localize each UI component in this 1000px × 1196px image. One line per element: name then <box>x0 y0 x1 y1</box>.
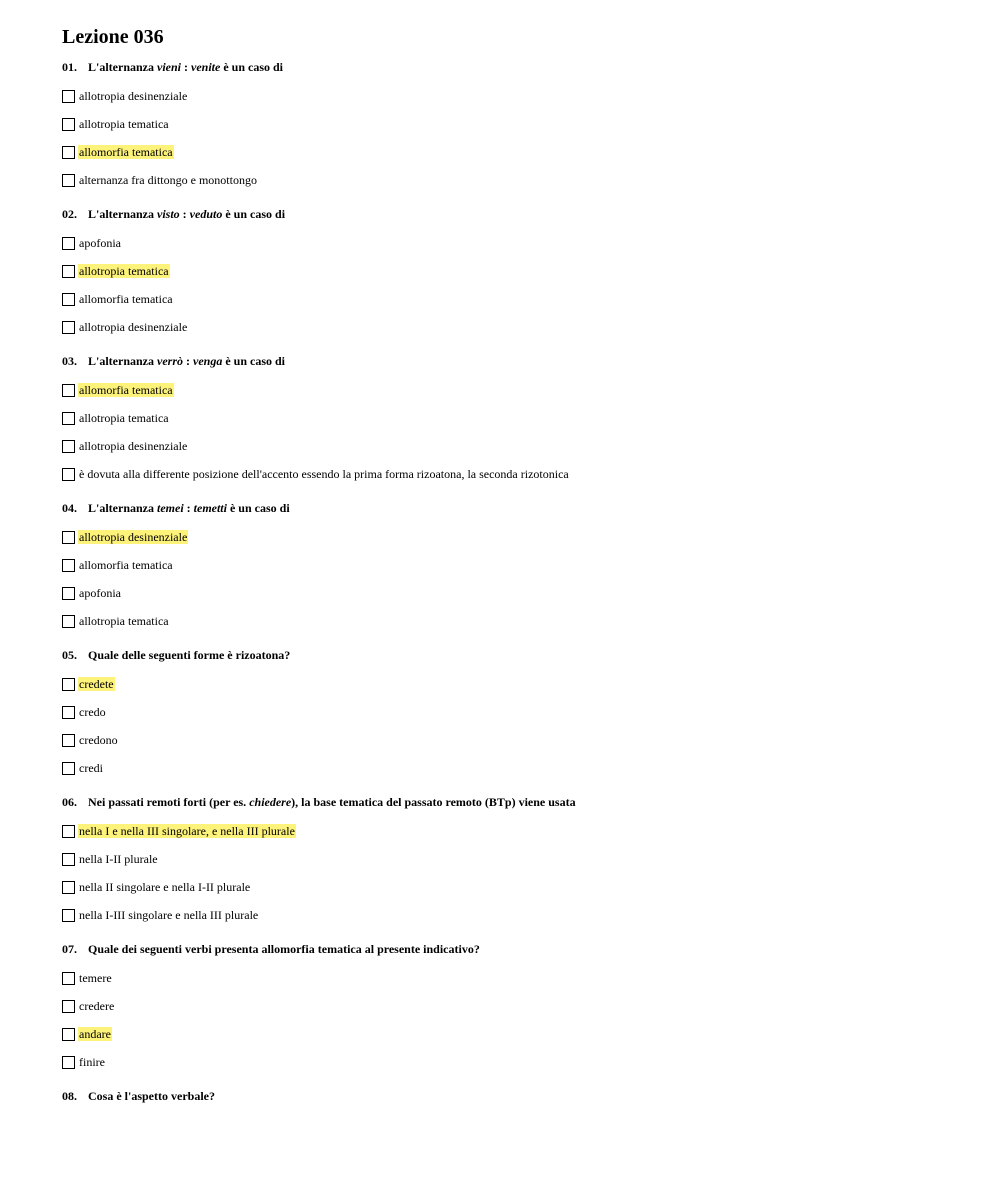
question-number: 06. <box>62 795 77 809</box>
answer-label: credo <box>79 705 106 719</box>
answer-option[interactable] <box>62 285 1000 313</box>
question-italic-term: veduto <box>189 207 223 221</box>
question-1 <box>62 59 1000 194</box>
question-italic-term: temetti <box>193 501 227 515</box>
question-number: 01. <box>62 60 77 74</box>
question-text <box>62 941 1000 957</box>
question-2 <box>62 206 1000 341</box>
question-text-part: : <box>183 501 194 515</box>
answer-checkbox[interactable] <box>62 587 75 600</box>
highlighted-answer-label: allotropia desinenziale <box>79 530 188 544</box>
question-text-part: Quale dei seguenti verbi presenta allomorfia tematica al presente indicativo? <box>88 942 480 956</box>
answer-label: allotropia tematica <box>79 614 169 628</box>
answer-checkbox[interactable] <box>62 972 75 985</box>
answer-option[interactable] <box>62 138 1000 166</box>
answer-option[interactable] <box>62 873 1000 901</box>
question-text <box>62 1088 1000 1104</box>
question-text-part: L'alternanza <box>88 354 157 368</box>
answer-label: temere <box>79 971 112 985</box>
question-text-part: è un caso di <box>220 60 284 74</box>
question-text <box>62 500 1000 516</box>
answer-label: finire <box>79 1055 105 1069</box>
answer-option[interactable] <box>62 376 1000 404</box>
answer-option[interactable] <box>62 460 1000 488</box>
answer-label: apofonia <box>79 236 121 250</box>
answer-checkbox[interactable] <box>62 1000 75 1013</box>
question-5 <box>62 647 1000 782</box>
answer-option[interactable] <box>62 257 1000 285</box>
answer-label: credi <box>79 761 103 775</box>
question-number: 07. <box>62 942 77 956</box>
answer-checkbox[interactable] <box>62 531 75 544</box>
answer-checkbox[interactable] <box>62 174 75 187</box>
answer-option[interactable] <box>62 670 1000 698</box>
answer-option[interactable] <box>62 817 1000 845</box>
answer-option[interactable] <box>62 551 1000 579</box>
answer-checkbox[interactable] <box>62 909 75 922</box>
question-6 <box>62 794 1000 929</box>
question-text-part: è un caso di <box>222 207 286 221</box>
answer-checkbox[interactable] <box>62 265 75 278</box>
answer-label: nella I-II plurale <box>79 852 158 866</box>
question-number: 04. <box>62 501 77 515</box>
highlighted-answer-label: credete <box>79 677 114 691</box>
question-italic-term: vieni <box>157 60 181 74</box>
answer-label: apofonia <box>79 586 121 600</box>
question-italic-term: verrò <box>157 354 183 368</box>
answer-label: è dovuta alla differente posizione dell'accento essendo la prima forma rizoatona, la seconda rizotonica <box>79 467 569 481</box>
answer-checkbox[interactable] <box>62 559 75 572</box>
answer-checkbox[interactable] <box>62 90 75 103</box>
answer-option[interactable] <box>62 845 1000 873</box>
answer-checkbox[interactable] <box>62 321 75 334</box>
answer-checkbox[interactable] <box>62 384 75 397</box>
answer-option[interactable] <box>62 523 1000 551</box>
question-list <box>62 59 1000 1104</box>
question-italic-term: venite <box>191 60 221 74</box>
answer-option[interactable] <box>62 1048 1000 1076</box>
answer-label: allotropia desinenziale <box>79 89 188 103</box>
answer-checkbox[interactable] <box>62 1028 75 1041</box>
question-7 <box>62 941 1000 1076</box>
question-text-part: ), la base tematica del passato remoto (BTp) viene usata <box>291 795 576 809</box>
question-text <box>62 794 1000 810</box>
answer-label: allomorfia tematica <box>79 292 173 306</box>
highlighted-answer-label: nella I e nella III singolare, e nella III plurale <box>79 824 295 838</box>
answer-option[interactable] <box>62 579 1000 607</box>
answer-option[interactable] <box>62 607 1000 635</box>
answer-option[interactable] <box>62 754 1000 782</box>
answer-option[interactable] <box>62 901 1000 929</box>
question-text-part: L'alternanza <box>88 60 157 74</box>
question-italic-term: visto <box>157 207 180 221</box>
answer-checkbox[interactable] <box>62 440 75 453</box>
page-title: Lezione 036 <box>62 26 164 48</box>
answer-label: allomorfia tematica <box>79 558 173 572</box>
question-text-part: L'alternanza <box>88 501 157 515</box>
answer-label: alternanza fra dittongo e monottongo <box>79 173 257 187</box>
answer-option[interactable] <box>62 404 1000 432</box>
answer-label: allotropia tematica <box>79 411 169 425</box>
highlighted-answer-label: allotropia tematica <box>79 264 169 278</box>
question-text-part: è un caso di <box>226 501 290 515</box>
question-text-part: : <box>181 60 191 74</box>
question-3 <box>62 353 1000 488</box>
question-number: 08. <box>62 1089 77 1103</box>
highlighted-answer-label: allomorfia tematica <box>79 383 173 397</box>
question-number: 05. <box>62 648 77 662</box>
answer-checkbox[interactable] <box>62 412 75 425</box>
question-text <box>62 59 1000 75</box>
question-text-part: Cosa è l'aspetto verbale? <box>88 1089 215 1103</box>
answer-checkbox[interactable] <box>62 615 75 628</box>
answer-label: allotropia desinenziale <box>79 439 188 453</box>
answer-label: nella I-III singolare e nella III plurale <box>79 908 259 922</box>
question-number: 03. <box>62 354 77 368</box>
answer-label: credono <box>79 733 118 747</box>
question-4 <box>62 500 1000 635</box>
question-text-part: Quale delle seguenti forme è rizoatona? <box>88 648 291 662</box>
answer-checkbox[interactable] <box>62 678 75 691</box>
answer-label: allotropia tematica <box>79 117 169 131</box>
answer-checkbox[interactable] <box>62 146 75 159</box>
answer-label: credere <box>79 999 115 1013</box>
question-text-part: è un caso di <box>222 354 286 368</box>
question-number: 02. <box>62 207 77 221</box>
highlighted-answer-label: andare <box>79 1027 111 1041</box>
question-text <box>62 206 1000 222</box>
answer-option[interactable] <box>62 726 1000 754</box>
answer-checkbox[interactable] <box>62 762 75 775</box>
answer-option[interactable] <box>62 1020 1000 1048</box>
answer-option[interactable] <box>62 82 1000 110</box>
answer-checkbox[interactable] <box>62 706 75 719</box>
question-italic-term: chiedere <box>249 795 292 809</box>
highlighted-answer-label: allomorfia tematica <box>79 145 173 159</box>
question-italic-term: temei <box>157 501 184 515</box>
answer-checkbox[interactable] <box>62 825 75 838</box>
answer-checkbox[interactable] <box>62 881 75 894</box>
answer-label: allotropia desinenziale <box>79 320 188 334</box>
question-8 <box>62 1088 1000 1104</box>
answer-checkbox[interactable] <box>62 468 75 481</box>
answer-checkbox[interactable] <box>62 237 75 250</box>
question-text-part: Nei passati remoti forti (per es. <box>88 795 250 809</box>
question-text <box>62 353 1000 369</box>
question-text <box>62 647 1000 663</box>
answer-checkbox[interactable] <box>62 118 75 131</box>
answer-checkbox[interactable] <box>62 734 75 747</box>
answer-option[interactable] <box>62 313 1000 341</box>
question-italic-term: venga <box>193 354 223 368</box>
question-text-part: : <box>179 207 190 221</box>
question-text-part: : <box>183 354 193 368</box>
answer-checkbox[interactable] <box>62 1056 75 1069</box>
answer-checkbox[interactable] <box>62 853 75 866</box>
answer-option[interactable] <box>62 110 1000 138</box>
answer-option[interactable] <box>62 698 1000 726</box>
answer-option[interactable] <box>62 166 1000 194</box>
question-text-part: L'alternanza <box>88 207 157 221</box>
answer-option[interactable] <box>62 432 1000 460</box>
answer-label: nella II singolare e nella I-II plurale <box>79 880 251 894</box>
answer-checkbox[interactable] <box>62 293 75 306</box>
answer-option[interactable] <box>62 964 1000 992</box>
answer-option[interactable] <box>62 229 1000 257</box>
answer-option[interactable] <box>62 992 1000 1020</box>
